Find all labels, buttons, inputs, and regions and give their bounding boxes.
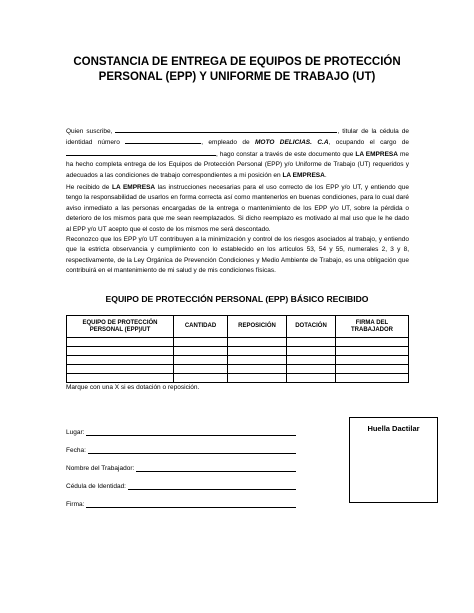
paragraph-declaration: [66, 126, 409, 181]
header-reposicion: REPOSICIÓN: [228, 316, 287, 338]
p1-text-f: me ha hecho completa entrega de los Equipos de Protección Personal (EPP) y/o Uniforme de Trabajo (UT) requeridos y adecuados a las condiciones de trabajo correspondientes a mi posición en: [66, 150, 409, 179]
fecha-row: [66, 438, 296, 454]
fecha-field[interactable]: [88, 447, 296, 454]
table-cell[interactable]: [228, 347, 287, 356]
p1-text-e: , hago constar a través de este documento que: [216, 150, 354, 158]
cedula-row: [66, 474, 296, 490]
table-cell[interactable]: [336, 365, 409, 374]
table-row: [67, 347, 409, 356]
empresa-bold-1: LA EMPRESA: [355, 150, 398, 158]
table-cell[interactable]: [67, 365, 174, 374]
title-line-2: PERSONAL (EPP) Y UNIFORME DE TRABAJO (UT): [98, 71, 376, 83]
title-line-1: CONSTANCIA DE ENTREGA DE EQUIPOS DE PROTECCIÓN: [73, 56, 401, 68]
table-cell[interactable]: [174, 356, 228, 365]
nombre-row: [66, 456, 296, 472]
table-row: [67, 365, 409, 374]
firma-row: [66, 492, 296, 508]
fingerprint-label: Huella Dactilar: [367, 424, 420, 433]
header-equipo: EQUIPO DE PROTECCIÓN PERSONAL (EPP)/UT: [67, 316, 174, 338]
table-row: [67, 356, 409, 365]
name-blank[interactable]: [115, 126, 337, 133]
table-row: [67, 374, 409, 383]
p1-text-g: .: [324, 171, 327, 179]
p1-text-c: , empleado de: [201, 139, 250, 147]
marking-note: Marque con una X si es dotación o reposición.: [66, 384, 200, 391]
p1-text-a: Quien suscribe,: [66, 128, 113, 135]
table-cell[interactable]: [336, 347, 409, 356]
nombre-label: Nombre del Trabajador:: [66, 465, 135, 472]
table-cell[interactable]: [287, 347, 336, 356]
p1-text-d: , ocupando el cargo de: [328, 139, 410, 147]
table-cell[interactable]: [228, 374, 287, 383]
table-cell[interactable]: [336, 374, 409, 383]
id-number-blank[interactable]: [125, 137, 201, 144]
header-dotacion: DOTACIÓN: [287, 316, 336, 338]
document-body: [66, 126, 409, 277]
table-cell[interactable]: [287, 356, 336, 365]
header-cantidad: CANTIDAD: [174, 316, 228, 338]
header-firma: FIRMA DEL TRABAJADOR: [336, 316, 409, 338]
p2-text-b: las instrucciones necesarias para el uso correcto de los EPP y/o UT, y entiendo que tengo la responsabilidad de usarlos en forma correcta así como mantenerlos en buenas condiciones, para lo cual daré aviso inmediato a las personas encargadas de la entrega o mantenimiento de los EPP y/o UT, sobre la pérdida o deterioro de los mismos para que me sean reemplazados. Si dicho reemplazo es motivado al mal uso que le he dado al EPP y/o UT acepto que el costo de los mismos me será descontado.: [66, 184, 410, 233]
p1-text-b: , titular de la cédula de identidad número: [66, 128, 409, 147]
position-blank[interactable]: [66, 149, 216, 156]
section-title: EQUIPO DE PROTECCIÓN PERSONAL (EPP) BÁSICO RECIBIDO: [105, 294, 369, 304]
paragraph-acknowledgement: Reconozco que los EPP y/o UT contribuyen a la minimización y control de los riesgos asociados al trabajo, y entiendo que la estricta observancia y cumplimiento con lo establecido en los artículos 53, 54 y 55, numerales 2, 3 y 8, respectivamente, de la Ley Orgánica de Prevención Condiciones y Medio Ambiente de Trabajo, es una obligación que contribuirá en el mantenimiento de mi salud y de mis condiciones físicas.: [66, 236, 409, 275]
firma-label: Firma:: [66, 501, 85, 508]
table-cell[interactable]: [174, 365, 228, 374]
lugar-label: Lugar:: [66, 429, 85, 436]
table-cell[interactable]: [174, 347, 228, 356]
table-cell[interactable]: [228, 356, 287, 365]
table-cell[interactable]: [287, 338, 336, 347]
table-cell[interactable]: [67, 347, 174, 356]
paragraph-instructions: [66, 183, 409, 235]
lugar-row: [66, 420, 296, 436]
table-cell[interactable]: [174, 338, 228, 347]
table-cell[interactable]: [67, 338, 174, 347]
table-cell[interactable]: [67, 374, 174, 383]
lugar-field[interactable]: [86, 429, 296, 436]
table-cell[interactable]: [336, 356, 409, 365]
table-cell[interactable]: [287, 374, 336, 383]
table-cell[interactable]: [287, 365, 336, 374]
table-cell[interactable]: [336, 338, 409, 347]
cedula-label: Cédula de Identidad:: [66, 483, 126, 490]
company-name: MOTO DELICIAS. C.A: [255, 139, 329, 147]
table-cell[interactable]: [228, 338, 287, 347]
nombre-field[interactable]: [136, 465, 296, 472]
epp-table: [66, 315, 409, 383]
cedula-field[interactable]: [128, 483, 296, 490]
p2-text-a: He recibido de: [66, 184, 110, 192]
empresa-bold-3: LA EMPRESA: [111, 184, 156, 192]
fingerprint-box[interactable]: [349, 417, 438, 503]
table-cell[interactable]: [67, 356, 174, 365]
table-row: [67, 338, 409, 347]
table-cell[interactable]: [228, 365, 287, 374]
fecha-label: Fecha:: [66, 447, 86, 454]
signature-form: [66, 420, 296, 510]
empresa-bold-2: LA EMPRESA: [282, 171, 325, 179]
document-title: [60, 55, 414, 85]
table-cell[interactable]: [174, 374, 228, 383]
firma-field[interactable]: [86, 501, 296, 508]
table-header-row: [67, 316, 409, 338]
